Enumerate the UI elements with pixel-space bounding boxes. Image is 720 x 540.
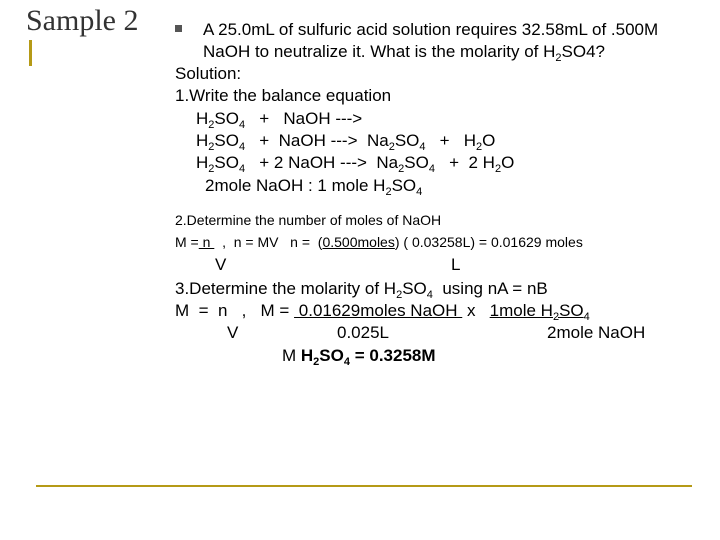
step3-denominator-volume: 0.025L <box>337 323 389 342</box>
bottom-accent-bar <box>36 485 692 487</box>
problem-line-1: A 25.0mL of sulfuric acid solution requires 32.58mL of .500M <box>203 20 659 39</box>
step2-denominator-v: V <box>215 255 227 274</box>
equation-line-3: $H_2SO_4 + 2$ NaOH ---> $Na_2SO_4 + 2$ $H_2O$ <box>196 153 515 175</box>
final-result: M $H_2SO_4 = 0.3258M$ <box>282 346 436 368</box>
title-accent-bar <box>29 40 32 66</box>
equation-line-1: $H_2SO_4$ + NaOH ---> <box>196 109 363 131</box>
step3-line-1: M = n , M = 0.01629moles NaOH x 1mole $H_2SO_4$ <box>175 301 590 323</box>
problem-line-2: NaOH to neutralize it. What is the molarity of $H_2SO4$? <box>203 42 606 64</box>
step2-heading: 2.Determine the number of moles of NaOH <box>175 212 442 228</box>
step3-denominator-naoh: 2mole NaOH <box>547 323 646 342</box>
step2-denominator-l: L <box>451 255 461 274</box>
slide-title: Sample 2 <box>26 4 139 37</box>
step1-heading: 1.Write the balance equation <box>175 86 392 105</box>
equation-line-2: $H_2SO_4$ + NaOH ---> $Na_2SO_4 + H_2O$ <box>196 131 496 153</box>
step3-denominator-v: V <box>227 323 239 342</box>
square-bullet-icon <box>175 25 182 32</box>
step2-formula: M = n , n = MV n = (0.500moles) ( 0.03258L) = 0.01629 moles <box>175 234 583 250</box>
mole-ratio: 2mole NaOH : 1 mole $H_2SO_4$ <box>205 176 423 198</box>
step3-heading: 3.Determine the molarity of $H_2SO_4$ using nA = nB <box>175 279 548 301</box>
solution-label: Solution: <box>175 64 242 83</box>
